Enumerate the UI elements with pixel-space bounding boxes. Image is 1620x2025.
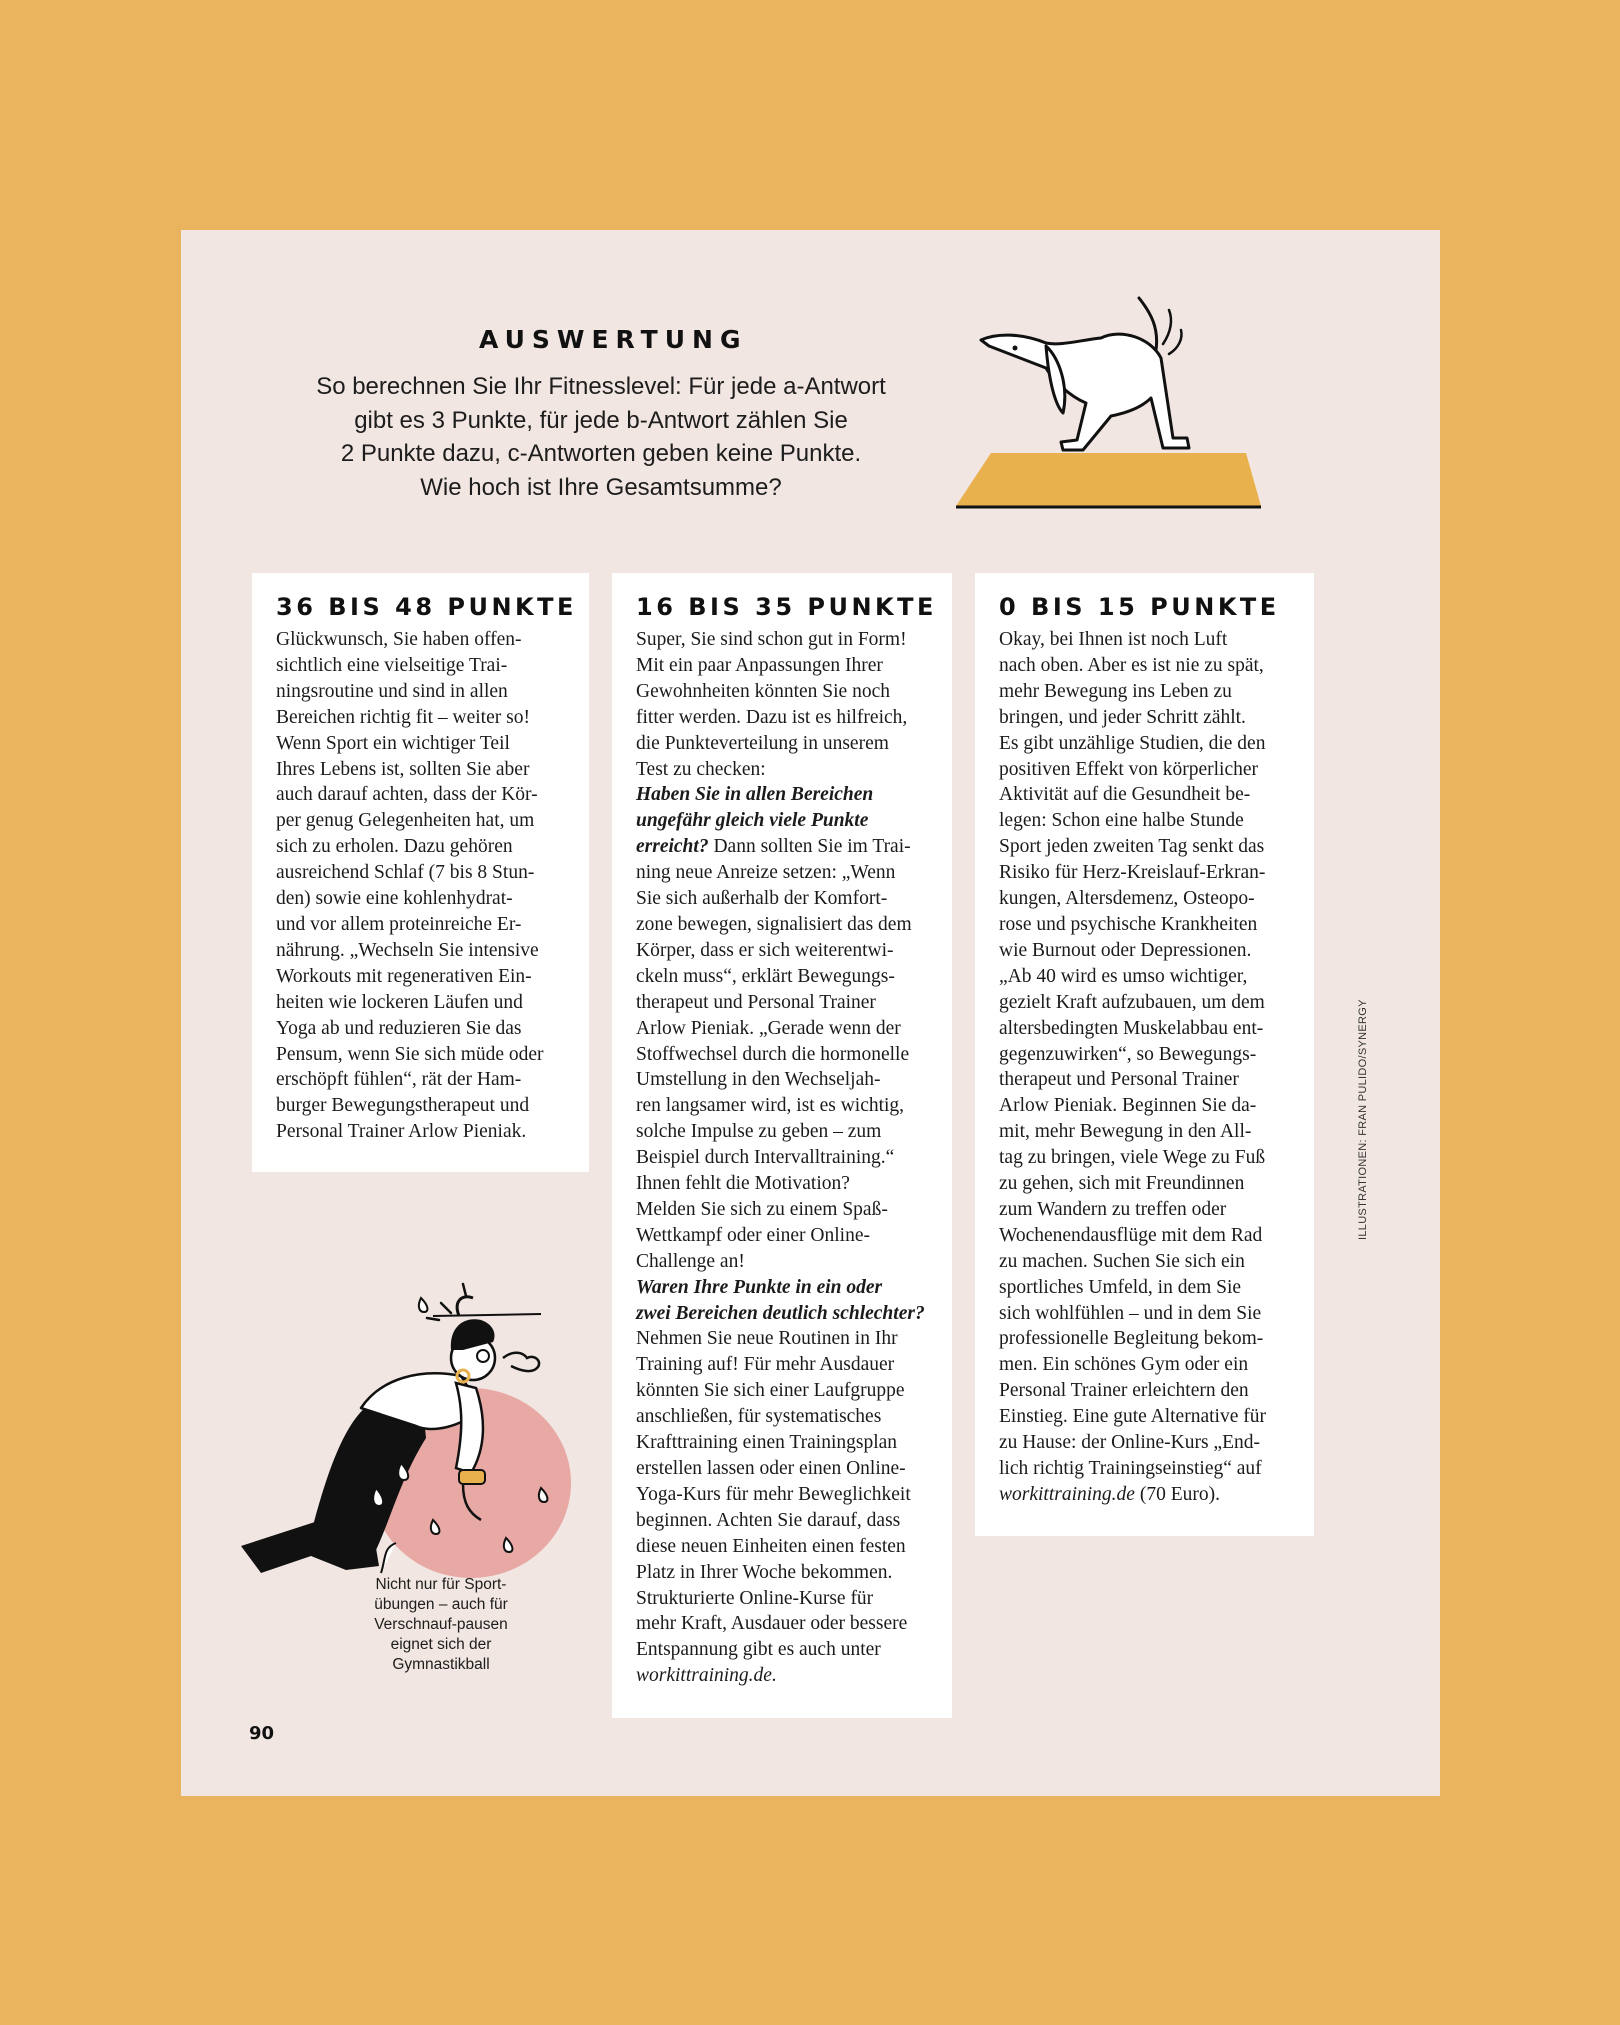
body-line: erstellen lassen oder einen Online-: [636, 1458, 906, 1479]
body-line: Arlow Pieniak. Beginnen Sie da-: [999, 1095, 1257, 1117]
caption-line: Verschnauf-pausen: [374, 1616, 508, 1633]
body-line: Wenn Sport ein wichtiger Teil: [276, 732, 510, 754]
body-line: Ihres Lebens ist, sollten Sie aber: [276, 758, 530, 780]
body-line: nährung. „Wechseln Sie intensive: [276, 939, 539, 961]
body-line: anschließen, für systematisches: [636, 1406, 882, 1428]
gym-ball-illustration: [201, 1258, 581, 1588]
body-line: altersbedingten Muskelabbau ent-: [999, 1017, 1264, 1039]
body-inline: Dann sollten Sie im Trai-: [708, 836, 911, 858]
page-number: 90: [249, 1723, 275, 1744]
body-line: zum Wandern zu treffen oder: [999, 1198, 1227, 1220]
body-line: Nehmen Sie neue Routinen in Ihr: [636, 1328, 898, 1350]
body-line: burger Bewegungstherapeut und: [276, 1095, 530, 1117]
body-line: Yoga ab und reduzieren Sie das: [276, 1017, 522, 1039]
body-line: Wochenendausflüge mit dem Rad: [999, 1224, 1263, 1246]
caption-line: Gymnastikball: [392, 1656, 490, 1673]
column-heading: 36 BIS 48 PUNKTE: [276, 593, 577, 621]
body-line: nach oben. Aber es ist nie zu spät,: [999, 654, 1264, 676]
body-line: Mit ein paar Anpassungen Ihrer: [636, 654, 883, 676]
body-line: ckeln muss“, erklärt Bewegungs-: [636, 965, 895, 987]
body-line: Pensum, wenn Sie sich müde oder: [276, 1043, 544, 1065]
body-line: beginnen. Achten Sie darauf, dass: [636, 1509, 901, 1531]
body-line: sich wohlfühlen – und in dem Sie: [999, 1302, 1262, 1324]
body-line: zu machen. Suchen Sie sich ein: [999, 1250, 1245, 1272]
body-line: gegenzuwirken“, so Bewegungs-: [999, 1043, 1257, 1065]
body-line: Platz in Ihrer Woche bekommen.: [636, 1561, 893, 1583]
question-line: Waren Ihre Punkte in ein oder: [636, 1276, 883, 1298]
body-line: Personal Trainer erleichtern den: [999, 1380, 1249, 1402]
question-line: ungefähr gleich viele Punkte: [636, 810, 869, 832]
body-line: könnten Sie sich einer Laufgruppe: [636, 1380, 905, 1402]
body-line: Bereichen richtig fit – weiter so!: [276, 706, 530, 728]
illustration-caption: [351, 1575, 531, 1675]
body-line: sportliches Umfeld, in dem Sie: [999, 1276, 1242, 1298]
result-column-low: [975, 573, 1314, 1536]
body-line: fitter werden. Dazu ist es hilfreich,: [636, 706, 908, 728]
body-line: Wettkampf oder einer Online-: [636, 1224, 870, 1246]
result-column-mid: [612, 573, 952, 1718]
question-line: Haben Sie in allen Bereichen: [636, 784, 874, 806]
body-line: solche Impulse zu geben – zum: [636, 1121, 882, 1143]
body-line: Okay, bei Ihnen ist noch Luft: [999, 629, 1228, 650]
body-line: Körper, dass er sich weiterentwi-: [636, 939, 894, 961]
body-line: ning neue Anreize setzen: „Wenn: [636, 862, 896, 884]
website-link: workittraining.de.: [636, 1665, 777, 1687]
body-line: sichtlich eine vielseitige Trai-: [276, 654, 508, 676]
body-line: [999, 1482, 1290, 1508]
body-line: zone bewegen, signalisiert das dem: [636, 913, 912, 935]
magazine-page: [181, 230, 1440, 1796]
body-inline: (70 Euro).: [1134, 1483, 1220, 1505]
body-line: therapeut und Personal Trainer: [636, 991, 876, 1013]
body-line: per genug Gelegenheiten hat, um: [276, 810, 535, 832]
body-line: Test zu checken:: [636, 758, 766, 780]
body-line: Arlow Pieniak. „Gerade wenn der: [636, 1017, 901, 1039]
body-line: Einstieg. Eine gute Alternative für: [999, 1406, 1266, 1428]
yoga-mat: [956, 453, 1261, 506]
body-line: rose und psychische Krankheiten: [999, 913, 1258, 935]
body-line: Melden Sie sich zu einem Spaß-: [636, 1198, 888, 1220]
body-line: ren langsamer wird, ist es wichtig,: [636, 1095, 905, 1117]
caption-line: übungen – auch für: [374, 1596, 508, 1613]
result-column-high: [252, 573, 589, 1172]
body-line: Super, Sie sind schon gut in Form!: [636, 629, 907, 650]
question-line: zwei Bereichen deutlich schlechter?: [636, 1302, 925, 1324]
body-line: Glückwunsch, Sie haben offen-: [276, 629, 522, 650]
caption-line: eignet sich der: [390, 1636, 492, 1653]
body-line: Sport jeden zweiten Tag senkt das: [999, 836, 1265, 858]
body-line: erschöpft fühlen“, rät der Ham-: [276, 1069, 522, 1091]
body-line: [636, 834, 928, 860]
body-line: Sie sich außerhalb der Komfort-: [636, 888, 888, 910]
body-line: und vor allem proteinreiche Er-: [276, 913, 522, 935]
body-line: Yoga-Kurs für mehr Beweglichkeit: [636, 1483, 911, 1505]
column-heading: 0 BIS 15 PUNKTE: [999, 593, 1280, 621]
body-line: Gewohnheiten könnten Sie noch: [636, 680, 890, 702]
body-line: Beispiel durch Intervalltraining.“: [636, 1147, 895, 1169]
body-line: kungen, Altersdemenz, Osteopo-: [999, 888, 1255, 910]
body-line: den) sowie eine kohlenhydrat-: [276, 888, 513, 910]
caption-line: Nicht nur für Sport-: [375, 1576, 507, 1593]
body-line: Strukturierte Online-Kurse für: [636, 1587, 874, 1609]
body-line: Entspannung gibt es auch unter: [636, 1639, 881, 1661]
body-line: ningsroutine und sind in allen: [276, 680, 508, 702]
body-line: gezielt Kraft aufzubauen, um dem: [999, 991, 1265, 1013]
body-line: positiven Effekt von körperlicher: [999, 758, 1259, 780]
body-line: Umstellung in den Wechseljah-: [636, 1069, 881, 1091]
section-title: AUSWERTUNG: [479, 325, 748, 354]
body-line: tag zu bringen, viele Wege zu Fuß: [999, 1147, 1266, 1169]
body-line: die Punkteverteilung in unserem: [636, 732, 889, 754]
body-line: therapeut und Personal Trainer: [999, 1069, 1239, 1091]
body-line: Ihnen fehlt die Motivation?: [636, 1173, 850, 1195]
column-heading: 16 BIS 35 PUNKTE: [636, 593, 937, 621]
question-inline: erreicht?: [636, 836, 709, 858]
body-line: mehr Bewegung ins Leben zu: [999, 680, 1232, 702]
body-line: „Ab 40 wird es umso wichtiger,: [999, 965, 1248, 987]
body-line: Workouts mit regenerativen Ein-: [276, 965, 532, 987]
body-line: men. Ein schönes Gym oder ein: [999, 1354, 1249, 1376]
body-line: zu Hause: der Online-Kurs „End-: [999, 1432, 1260, 1454]
body-line: Aktivität auf die Gesundheit be-: [999, 784, 1251, 806]
dog-illustration: [951, 288, 1291, 510]
body-line: auch darauf achten, dass der Kör-: [276, 784, 538, 806]
body-line: Challenge an!: [636, 1250, 745, 1272]
website-link: workittraining.de: [999, 1483, 1135, 1505]
body-line: heiten wie lockeren Läufen und: [276, 991, 523, 1013]
body-line: Stoffwechsel durch die hormonelle: [636, 1043, 910, 1065]
body-line: ausreichend Schlaf (7 bis 8 Stun-: [276, 862, 535, 884]
intro-line: gibt es 3 Punkte, für jede b-Antwort zählen Sie: [354, 406, 848, 434]
body-line: lich richtig Trainingseinstieg“ auf: [999, 1458, 1262, 1479]
body-line: Es gibt unzählige Studien, die den: [999, 732, 1266, 754]
body-line: mehr Kraft, Ausdauer oder bessere: [636, 1613, 908, 1635]
body-line: bringen, und jeder Schritt zählt.: [999, 706, 1246, 728]
body-line: wie Burnout oder Depressionen.: [999, 939, 1252, 961]
body-line: Training auf! Für mehr Ausdauer: [636, 1354, 895, 1376]
body-line: mit, mehr Bewegung in den All-: [999, 1121, 1252, 1143]
body-line: zu gehen, sich mit Freundinnen: [999, 1173, 1245, 1195]
body-line: diese neuen Einheiten einen festen: [636, 1535, 906, 1557]
body-line: Risiko für Herz-Kreislauf-Erkran-: [999, 862, 1266, 884]
intro-line: Wie hoch ist Ihre Gesamtsumme?: [420, 473, 782, 501]
body-line: Krafttraining einen Trainingsplan: [636, 1432, 898, 1454]
body-line: legen: Schon eine halbe Stunde: [999, 810, 1244, 832]
intro-line: So berechnen Sie Ihr Fitnesslevel: Für jede a-Antwort: [316, 373, 886, 400]
body-line: Personal Trainer Arlow Pieniak.: [276, 1121, 527, 1143]
intro-text: [281, 370, 921, 504]
intro-line: 2 Punkte dazu, c-Antworten geben keine Punkte.: [340, 440, 862, 467]
body-line: sich zu erholen. Dazu gehören: [276, 836, 513, 858]
illustration-credit: ILLUSTRATIONEN: FRAN PULIDO/SYNERGY: [1357, 999, 1369, 1240]
body-line: professionelle Begleitung bekom-: [999, 1328, 1264, 1350]
